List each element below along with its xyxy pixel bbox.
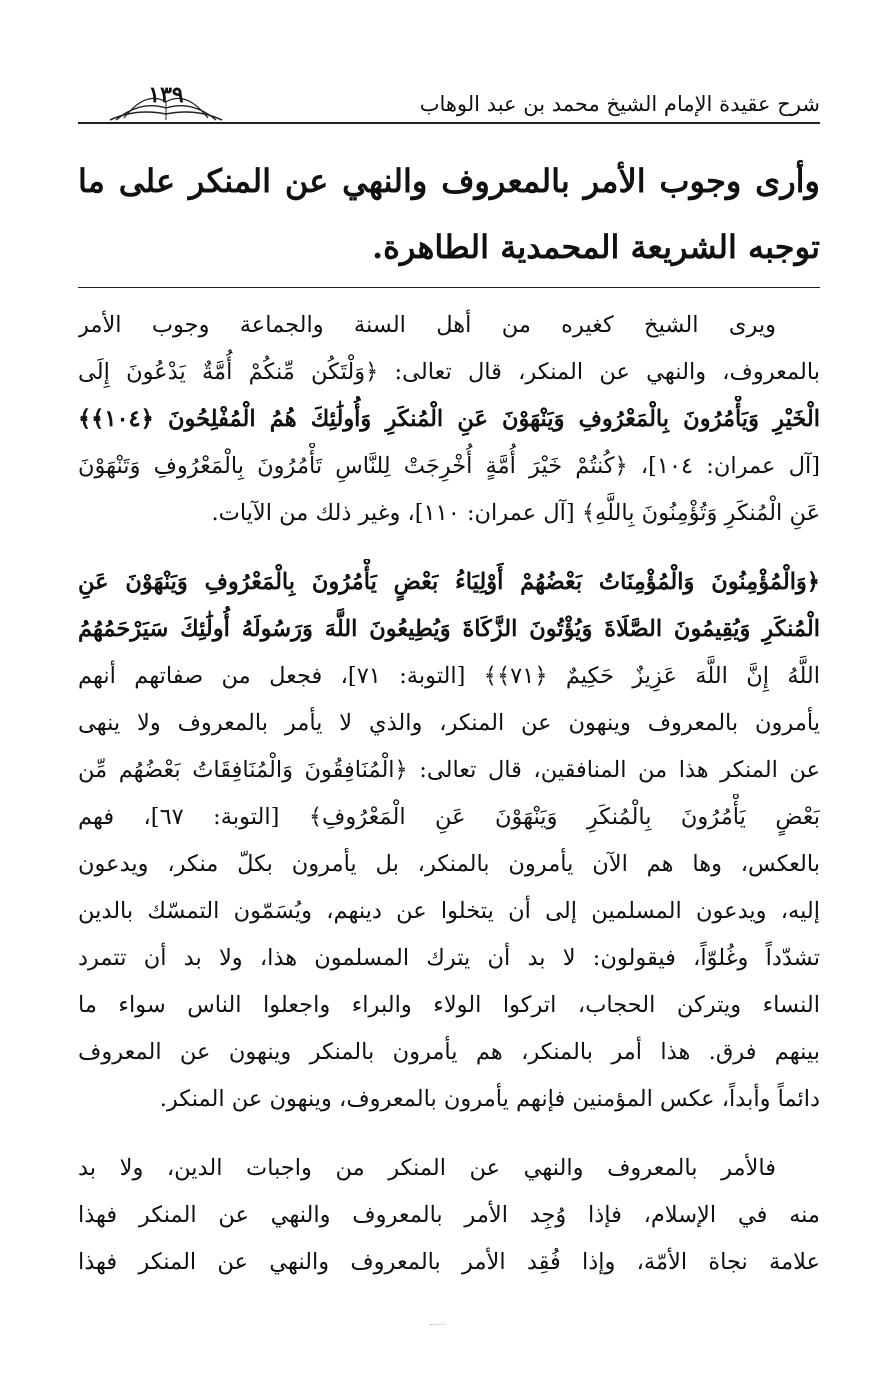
paragraph-2 (78, 559, 820, 1123)
text-line: عن المنكر هذا من المنافقين، قال تعالى: ﴿الْمُنَافِقُونَ وَالْمُنَافِقَاتُ بَعْضُهُم مِّن (78, 757, 820, 783)
text-line: إليه، ويدعون المسلمين إلى أن يتخلوا عن دينهم، ويُسَمّون التمسّك بالدين (78, 898, 820, 924)
page-number-badge (106, 78, 226, 122)
text-line: بَعْضٍ يَأْمُرُونَ بِالْمُنكَرِ وَيَنْهَوْنَ عَنِ الْمَعْرُوفِ﴾ [التوبة: ٦٧]، فهم (78, 804, 820, 830)
text-line: النساء ويتركن الحجاب، اتركوا الولاء والبراء واجعلوا الناس سواء ما (78, 992, 820, 1018)
quran-verse-line: الْمُنكَرِ وَيُقِيمُونَ الصَّلَاةَ وَيُؤْتُونَ الزَّكَاةَ وَيُطِيعُونَ اللَّهَ وَرَسُولَهُ أُولَٰئِكَ سَيَرْحَمُهُمُ (78, 616, 820, 642)
quran-verse-line: الْخَيْرِ وَيَأْمُرُونَ بِالْمَعْرُوفِ وَيَنْهَوْنَ عَنِ الْمُنكَرِ وَأُولَٰئِكَ هُمُ الْمُفْلِحُونَ ﴿١٠٤﴾﴾ (78, 406, 820, 432)
text-line: علامة نجاة الأمّة، وإذا فُقِد الأمر بالمعروف والنهي عن المنكر فهذا (78, 1249, 820, 1275)
text-line: اللَّهُ إِنَّ اللَّهَ عَزِيزٌ حَكِيمٌ ﴿٧١﴾﴾ [التوبة: ٧١]، فجعل من صفاتهم أنهم (78, 663, 820, 689)
body-text (78, 302, 820, 1286)
text-line: فالأمر بالمعروف والنهي عن المنكر من واجبات الدين، ولا بد (78, 1155, 776, 1181)
section-heading (78, 148, 820, 280)
text-line: [آل عمران: ١٠٤]، ﴿كُنتُمْ خَيْرَ أُمَّةٍ أُخْرِجَتْ لِلنَّاسِ تَأْمُرُونَ بِالْمَعْرُوفِ وَتَنْهَوْنَ (78, 453, 820, 479)
page-number: ١٣٩ (148, 82, 184, 108)
text-line: دائماً وأبداً، عكس المؤمنين فإنهم يأمرون بالمعروف، وينهون عن المنكر. (159, 1086, 820, 1112)
running-title: شرح عقيدة الإمام الشيخ محمد بن عبد الوهاب (419, 92, 820, 116)
text-line: بينهم فرق. هذا أمر بالمنكر، هم يأمرون بالمنكر وينهون عن المعروف (78, 1039, 820, 1065)
heading-line-1: وأرى وجوب الأمر بالمعروف والنهي عن المنكر على ما (78, 162, 820, 200)
text-line: منه في الإسلام، فإذا وُجِد الأمر بالمعروف والنهي عن المنكر فهذا (78, 1202, 820, 1228)
quran-verse-line: ﴿وَالْمُؤْمِنُونَ وَالْمُؤْمِنَاتُ بَعْضُهُمْ أَوْلِيَاءُ بَعْضٍ يَأْمُرُونَ بِالْمَعْرُوفِ وَيَنْهَوْنَ عَنِ (78, 569, 820, 595)
text-line: ويرى الشيخ كغيره من أهل السنة والجماعة وجوب الأمر (78, 312, 776, 338)
text-line: بالمعروف، والنهي عن المنكر، قال تعالى: ﴿وَلْتَكُن مِّنكُمْ أُمَّةٌ يَدْعُونَ إِلَى (78, 359, 820, 385)
page-header (78, 70, 820, 124)
page-bottom-mark (430, 1316, 444, 1325)
section-divider (78, 287, 820, 288)
text-line: عَنِ الْمُنكَرِ وَتُؤْمِنُونَ بِاللَّهِ﴾ [آل عمران: ١١٠]، وغير ذلك من الآيات. (211, 500, 820, 526)
text-line: بالعكس، وها هم الآن يأمرون بالمنكر، بل يأمرون بكلّ منكر، ويدعون (78, 851, 820, 877)
text-line: تشدّداً وغُلوّاً، فيقولون: لا بد أن يترك المسلمون هذا، ولا بد أن تتمرد (78, 945, 820, 971)
paragraph-1 (78, 302, 820, 537)
heading-line-2: توجبه الشريعة المحمدية الطاهرة. (371, 228, 820, 266)
paragraph-3 (78, 1145, 820, 1286)
text-line: يأمرون بالمعروف وينهون عن المنكر، والذي لا يأمر بالمعروف ولا ينهى (78, 710, 820, 736)
